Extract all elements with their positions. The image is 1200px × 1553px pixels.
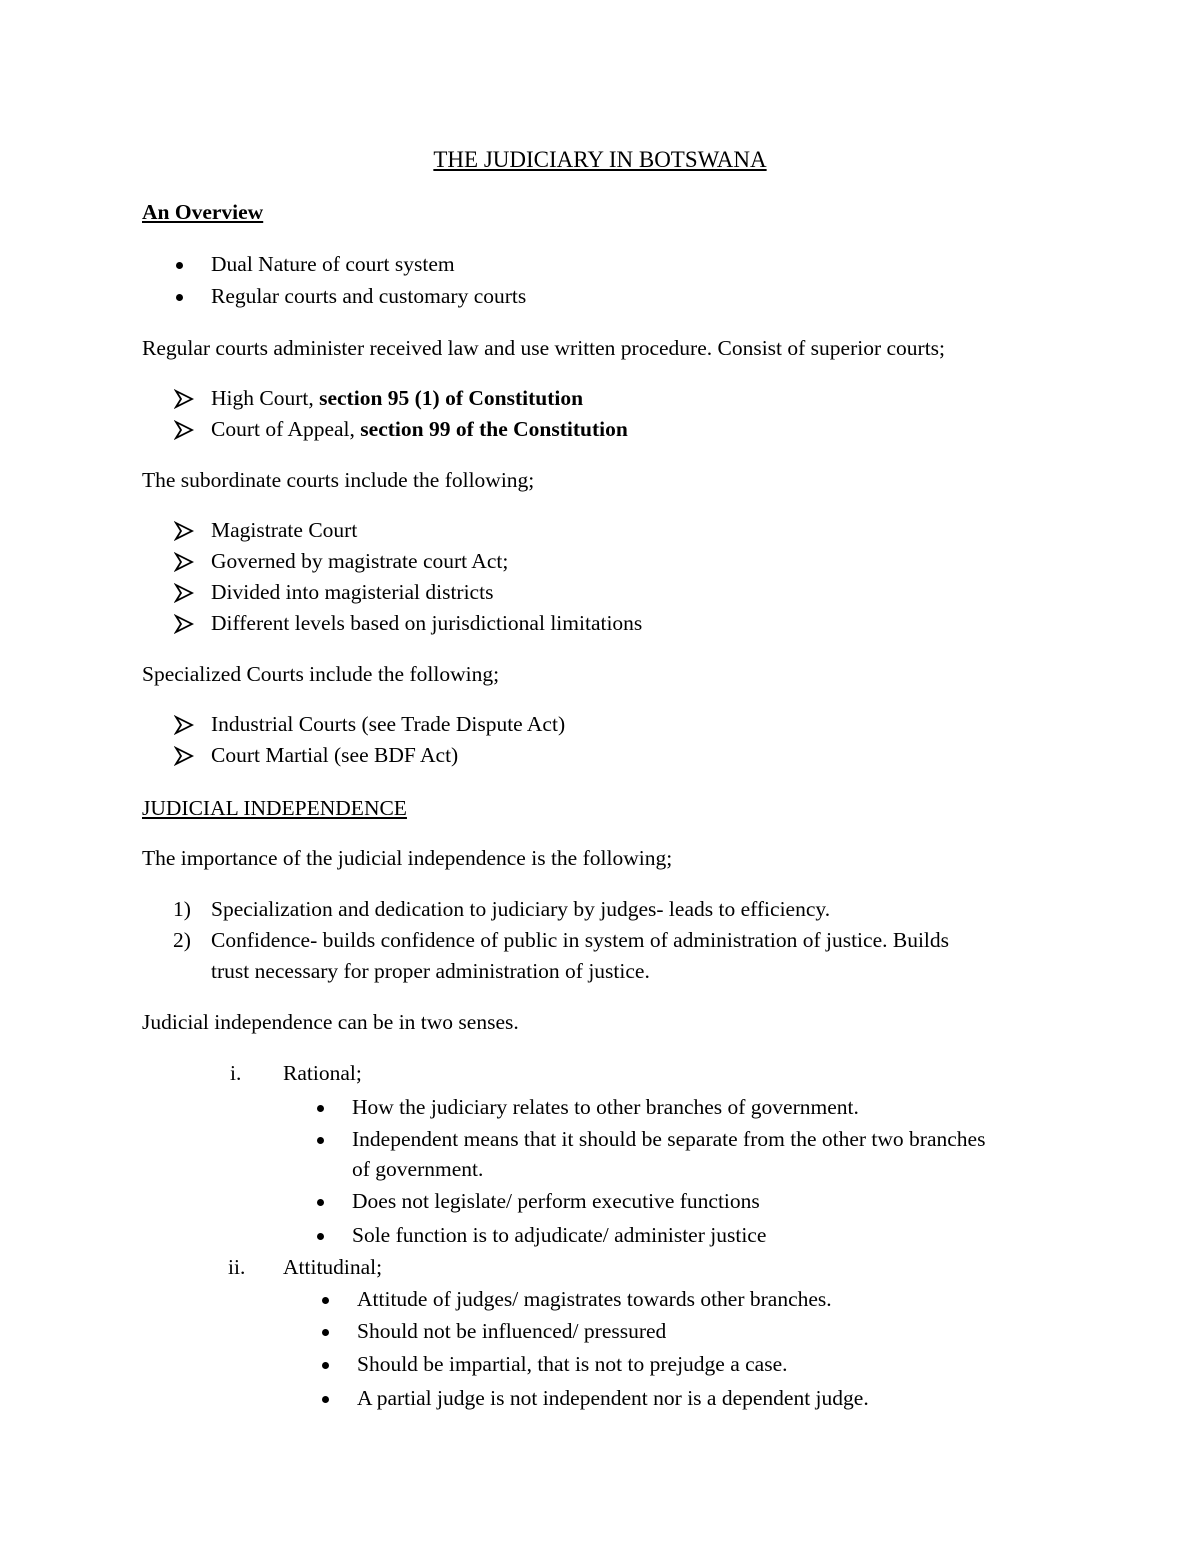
list-item: Attitude of judges/ magistrates towards other branches.	[357, 1287, 832, 1311]
sense-label: Attitudinal;	[283, 1255, 383, 1279]
list-item-text: High Court,	[211, 386, 320, 410]
bullet-icon	[322, 1329, 329, 1336]
arrow-bullet-icon	[174, 389, 194, 409]
page-title: THE JUDICIARY IN BOTSWANA	[433, 147, 767, 172]
sense-label: Rational;	[283, 1061, 362, 1085]
bullet-icon	[317, 1233, 324, 1240]
list-item-continued: trust necessary for proper administration of justice.	[211, 959, 650, 983]
bullet-icon	[317, 1137, 324, 1144]
arrow-bullet-icon	[174, 614, 194, 634]
paragraph: The subordinate courts include the following;	[142, 468, 535, 492]
list-item: Governed by magistrate court Act;	[211, 549, 509, 573]
list-item: Regular courts and customary courts	[211, 284, 527, 308]
list-item: Industrial Courts (see Trade Dispute Act)	[211, 712, 566, 736]
roman-number: ii.	[228, 1255, 246, 1279]
list-item: Magistrate Court	[211, 518, 358, 542]
arrow-bullet-icon	[174, 715, 194, 735]
list-item: Different levels based on jurisdictional limitations	[211, 611, 643, 635]
bullet-icon	[176, 262, 183, 269]
bullet-icon	[322, 1396, 329, 1403]
list-number: 2)	[173, 928, 191, 952]
bullet-icon	[176, 294, 183, 301]
constitution-reference: section 99 of the Constitution	[360, 417, 628, 441]
arrow-bullet-icon	[174, 420, 194, 440]
paragraph: Specialized Courts include the following;	[142, 662, 500, 686]
list-item-continued: of government.	[352, 1157, 484, 1181]
overview-heading: An Overview	[142, 200, 264, 224]
bullet-icon	[322, 1297, 329, 1304]
list-item: A partial judge is not independent nor is a dependent judge.	[357, 1386, 869, 1410]
bullet-icon	[317, 1105, 324, 1112]
arrow-bullet-icon	[174, 583, 194, 603]
bullet-icon	[322, 1362, 329, 1369]
roman-number: i.	[230, 1061, 242, 1085]
list-item: Divided into magisterial districts	[211, 580, 494, 604]
list-item: Specialization and dedication to judiciary by judges- leads to efficiency.	[211, 897, 831, 921]
list-item: How the judiciary relates to other branches of government.	[352, 1095, 859, 1119]
list-item: Does not legislate/ perform executive functions	[352, 1189, 760, 1213]
list-item: Dual Nature of court system	[211, 252, 455, 276]
paragraph: Judicial independence can be in two senses.	[142, 1010, 519, 1034]
list-number: 1)	[173, 897, 191, 921]
list-item: Should not be influenced/ pressured	[357, 1319, 667, 1343]
paragraph: Regular courts administer received law and use written procedure. Consist of superior courts;	[142, 336, 946, 360]
arrow-bullet-icon	[174, 552, 194, 572]
list-item: Confidence- builds confidence of public in system of administration of justice. Builds	[211, 928, 950, 952]
list-item: Independent means that it should be separate from the other two branches	[352, 1127, 986, 1151]
list-item: Sole function is to adjudicate/ administer justice	[352, 1223, 767, 1247]
list-item: Court Martial (see BDF Act)	[211, 743, 459, 767]
arrow-bullet-icon	[174, 746, 194, 766]
section-heading: JUDICIAL INDEPENDENCE	[142, 796, 407, 820]
list-item	[211, 415, 628, 443]
paragraph: The importance of the judicial independence is the following;	[142, 846, 673, 870]
arrow-bullet-icon	[174, 521, 194, 541]
list-item	[211, 384, 583, 412]
list-item-text: Court of Appeal,	[211, 417, 361, 441]
constitution-reference: section 95 (1) of Constitution	[319, 386, 584, 410]
bullet-icon	[317, 1199, 324, 1206]
list-item: Should be impartial, that is not to prejudge a case.	[357, 1352, 788, 1376]
